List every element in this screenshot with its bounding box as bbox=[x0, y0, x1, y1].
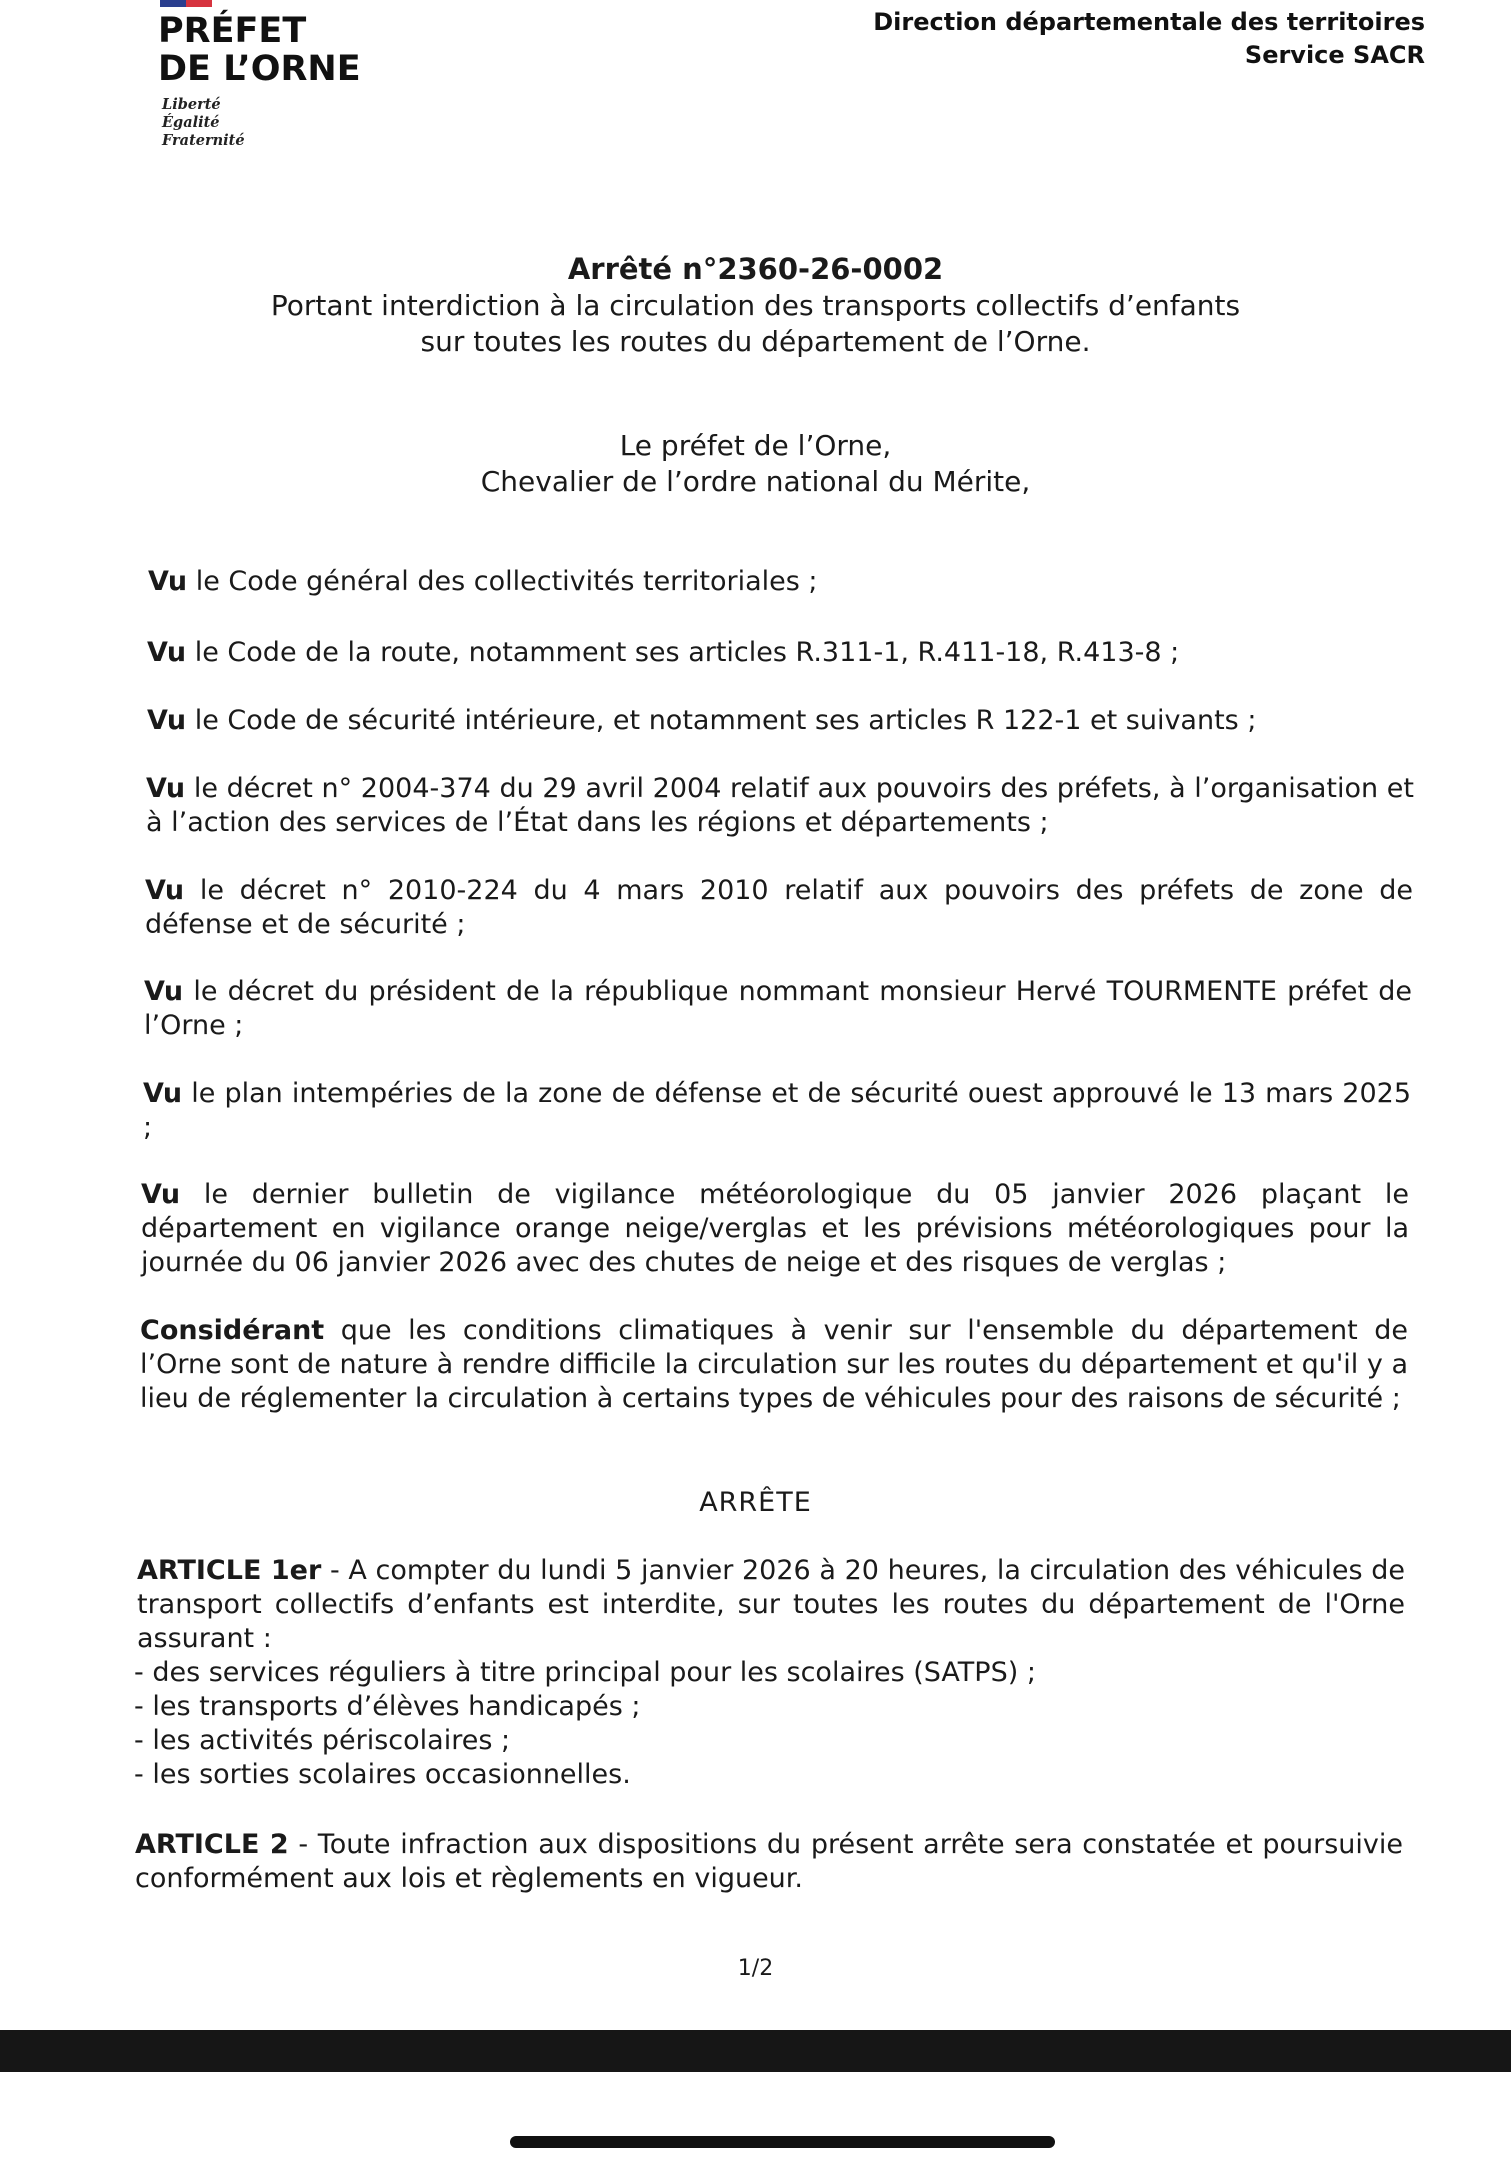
article2-lead: ARTICLE 2 bbox=[135, 1829, 289, 1860]
prefect-line1: PRÉFET bbox=[158, 11, 307, 51]
arrete-heading: ARRÊTE bbox=[699, 1487, 812, 1518]
decree-number: Arrêté n°2360-26-0002 bbox=[567, 252, 944, 286]
article1-text: - A compter du lundi 5 janvier 2026 à 20 heures, la circulation des véhicules de transport collectifs d’enfants est interdite, sur toutes les routes du département de l'Orne assurant : bbox=[137, 1555, 1406, 1654]
considerant-paragraph bbox=[140, 1314, 1408, 1416]
vu-lead: Vu bbox=[143, 1078, 183, 1109]
considerant-text: que les conditions climatiques à venir sur l'ensemble du département de l’Orne sont de nature à rendre difficile la circulation sur les routes du département et qu'il y a lieu de réglementer la circulation à certains types de véhicules pour des raisons de sécurité ; bbox=[140, 1315, 1408, 1414]
vu-paragraph bbox=[147, 636, 1415, 670]
list-item: - des services réguliers à titre principal pour les scolaires (SATPS) ; bbox=[134, 1657, 1036, 1688]
service-name: Service SACR bbox=[1244, 41, 1425, 69]
home-indicator[interactable] bbox=[510, 2136, 1055, 2148]
bottom-safe-area bbox=[0, 2072, 1511, 2164]
vu-lead: Vu bbox=[146, 773, 186, 804]
vu-paragraph bbox=[148, 565, 1416, 599]
marianne-flag-icon bbox=[160, 0, 212, 7]
article1-paragraph bbox=[137, 1554, 1405, 1656]
vu-lead: Vu bbox=[145, 875, 185, 906]
vu-paragraph bbox=[145, 874, 1413, 942]
page-number: 1/2 bbox=[737, 1956, 774, 1981]
vu-text: le Code de sécurité intérieure, et notamment ses articles R 122-1 et suivants ; bbox=[186, 705, 1257, 736]
vu-paragraph bbox=[147, 704, 1415, 738]
vu-paragraph bbox=[141, 1178, 1409, 1280]
vu-text: le décret n° 2004-374 du 29 avril 2004 relatif aux pouvoirs des préfets, à l’organisation et à l’action des services de l’État dans les régions et départements ; bbox=[146, 773, 1414, 838]
vu-text: le plan intempéries de la zone de défense et de sécurité ouest approuvé le 13 mars 2025 ; bbox=[143, 1078, 1411, 1143]
vu-lead: Vu bbox=[141, 1179, 181, 1210]
prefect-line2: DE L’ORNE bbox=[158, 49, 361, 89]
vu-lead: Vu bbox=[144, 976, 184, 1007]
decree-title-block bbox=[0, 250, 1511, 360]
vu-paragraph bbox=[144, 975, 1412, 1043]
vu-lead: Vu bbox=[147, 637, 187, 668]
list-item: - les sorties scolaires occasionnelles. bbox=[134, 1759, 631, 1790]
vu-lead: Vu bbox=[147, 705, 187, 736]
issuing-service bbox=[873, 6, 1425, 72]
article2-paragraph bbox=[135, 1828, 1403, 1896]
article1-lead: ARTICLE 1er bbox=[137, 1555, 322, 1586]
motto-egalite: Égalité bbox=[162, 114, 220, 131]
list-item: - les activités périscolaires ; bbox=[134, 1725, 511, 1756]
vu-text: le dernier bulletin de vigilance météorologique du 05 janvier 2026 plaçant le département en vigilance orange neige/verglas et les prévisions météorologiques pour la journée du 06 janvier 2026 avec des chutes de neige et des risques de verglas ; bbox=[141, 1179, 1409, 1278]
article1-list bbox=[134, 1656, 1402, 1792]
intro-line2: Chevalier de l’ordre national du Mérite, bbox=[480, 465, 1031, 498]
motto-fraternite: Fraternité bbox=[162, 132, 245, 149]
vu-paragraph bbox=[146, 772, 1414, 840]
vu-paragraph bbox=[143, 1077, 1411, 1145]
vu-text: le Code de la route, notamment ses articles R.311-1, R.411-18, R.413-8 ; bbox=[186, 637, 1180, 668]
vu-lead: Vu bbox=[148, 566, 188, 597]
vu-text: le Code général des collectivités territoriales ; bbox=[187, 566, 818, 597]
motto-liberte: Liberté bbox=[162, 96, 221, 113]
direction-name: Direction départementale des territoires bbox=[873, 8, 1425, 36]
republic-motto bbox=[162, 96, 245, 150]
prefect-intro bbox=[0, 428, 1511, 500]
article2-text: - Toute infraction aux dispositions du présent arrête sera constatée et poursuivie conformément aux lois et règlements en vigueur. bbox=[135, 1829, 1403, 1894]
vu-text: le décret du président de la république nommant monsieur Hervé TOURMENTE préfet de l’Orne ; bbox=[144, 976, 1412, 1041]
vu-text: le décret n° 2010-224 du 4 mars 2010 relatif aux pouvoirs des préfets de zone de défense et de sécurité ; bbox=[145, 875, 1413, 940]
decree-subtitle-line1: Portant interdiction à la circulation des transports collectifs d’enfants bbox=[270, 289, 1241, 322]
viewer-toolbar bbox=[0, 2030, 1511, 2072]
considerant-lead: Considérant bbox=[140, 1315, 325, 1346]
decree-subtitle-line2: sur toutes les routes du département de l’Orne. bbox=[420, 325, 1091, 358]
intro-line1: Le préfet de l’Orne, bbox=[619, 429, 892, 462]
list-item: - les transports d’élèves handicapés ; bbox=[134, 1691, 641, 1722]
prefect-logo-text bbox=[158, 12, 361, 88]
